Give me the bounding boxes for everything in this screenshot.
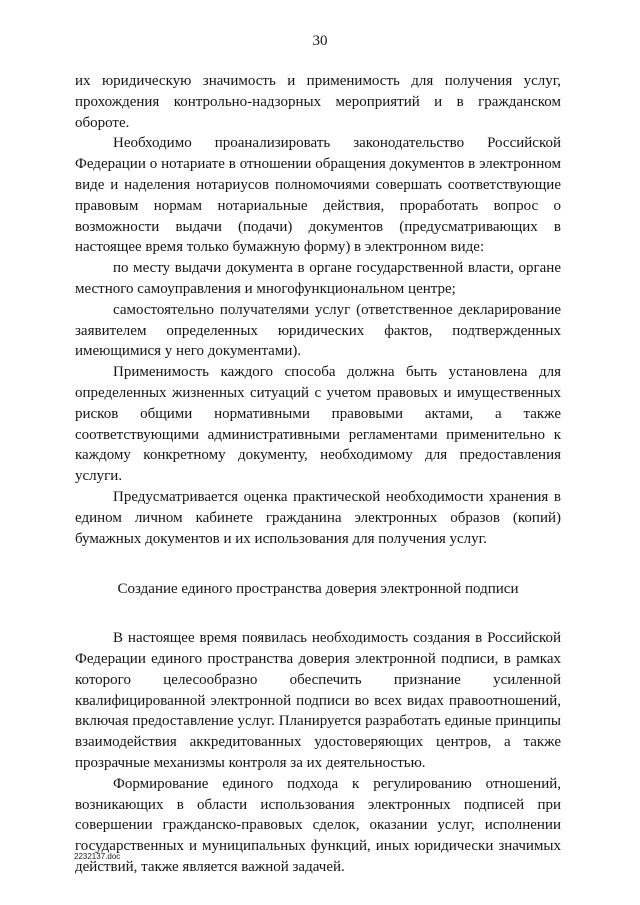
page-number: 30 [312,33,328,49]
document-body [75,71,561,878]
paragraph-unified-approach: Формирование единого подхода к регулированию отношений, возникающих в области использования электронных подписей при совершении гражданско-правовых сделок, оказании услуг, исполнении государственных и муниципальных функций, иных юридически значимых действий, также является важной задачей. [75,775,561,875]
paragraph-notary-analysis: Необходимо проанализировать законодательство Российской Федерации о нотариате в отношении обращения документов в электронном виде и наделения нотариусов полномочиями совершать соответствующие правовым нормам нотариальные действия, проработать вопрос о возможности выдачи (подачи) документов (предусматривающих в настоящее время только бумажную форму) в электронном виде: [75,135,561,256]
paragraph-issuance-place: по месту выдачи документа в органе государственной власти, органе местного самоуправления и многофункциональном центре; [75,260,561,297]
paragraph-storage-assessment: Предусматривается оценка практической необходимости хранения в едином личном кабинете гражданина электронных образов (копий) бумажных документов и их использования для получения услуг. [75,488,561,547]
paragraph-applicability: Применимость каждого способа должна быть установлена для определенных жизненных ситуаций с учетом правовых и имущественных рисков общими нормативными правовыми актами, а также соответствующими административными регламентами применительно к каждому конкретному документу, необходимому для предоставления услуги. [75,364,561,485]
section-heading: Создание единого пространства доверия электронной подписи [117,581,519,598]
paragraph-continuation: их юридическую значимость и применимость для получения услуг, прохождения контрольно-надзорных мероприятий и в гражданском обороте. [75,73,561,131]
footer-document-code: 2232137.doc [74,852,121,861]
paragraph-trust-space: В настоящее время появилась необходимость создания в Российской Федерации единого пространства доверия электронной подписи, в рамках которого целесообразно обеспечить признание усиленной квалифицированной электронной подписи во всех видах правоотношений, включая предоставление услуг. Планируется разработать единые принципы взаимодействия аккредитованных удостоверяющих центров, а также прозрачные механизмы контроля за их деятельностью. [75,630,561,771]
paragraph-self-declaration: самостоятельно получателями услуг (ответственное декларирование заявителем определенных юридических фактов, подтвержденных имеющимися у него документами). [75,301,561,360]
